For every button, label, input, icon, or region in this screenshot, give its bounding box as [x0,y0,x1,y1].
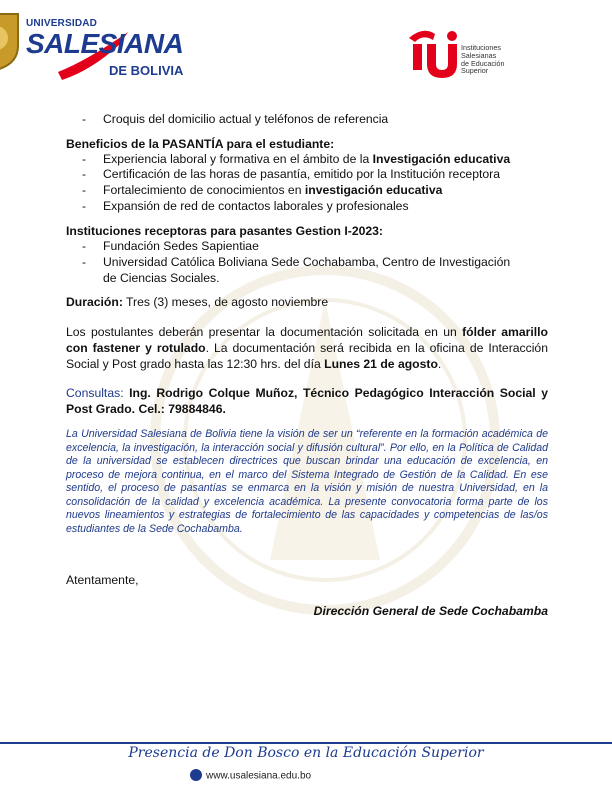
requirement-text: Croquis del domicilio actual y teléfonos de referencia [103,112,389,126]
benefit-text: Certificación de las horas de pasantía, emitido por la Institución receptora [103,167,500,181]
submission-bold: fólder amarillo con fastener y rotulado [66,325,548,355]
benefit-bold: Investigación educativa [372,152,511,166]
benefits-heading: Beneficios de la PASANTÍA para el estudiante: [66,137,335,151]
duration-label: Duración: [66,295,123,309]
footer-motto: Presencia de Don Bosco en la Educación Superior [128,745,484,761]
contact-label: Consultas: [66,386,130,400]
benefit-text: Experiencia laboral y formativa en el ámbito de la [103,152,373,166]
benefit-bold: investigación educativa [304,183,443,197]
benefit-text: Fortalecimiento de conocimientos en [103,183,305,197]
contact-value: Ing. Rodrigo Colque Muñoz, Técnico Pedagógico Interacción Social y Post Grado. Cel.: 79884846. [66,386,548,416]
ius-line1: Instituciones [461,43,501,52]
footer-website[interactable] [190,770,311,782]
usb-logo [0,8,200,88]
duration-value: Tres (3) meses, de agosto noviembre [122,295,329,309]
submission-text: Los postulantes deberán presentar la documentación solicitada en un [66,325,463,339]
benefit-text: Expansión de red de contactos laborales y profesionales [103,199,409,213]
ius-logo [405,26,565,86]
logo-universidad-text: UNIVERSIDAD [26,18,98,29]
duration-line [66,294,548,310]
signature: Dirección General de Sede Cochabamba [313,604,548,618]
ius-mark-icon [405,26,461,80]
website-link[interactable]: www.usalesiana.edu.bo [206,770,312,782]
ius-line3: de Educación [461,58,505,68]
shield-emblem-icon [0,10,22,72]
submission-text: . La documentación será recibida en la oficina de Interacción Social y Post grado hasta las 12:30 hrs. del día [66,341,548,371]
institution-text-line2: de Ciencias Sociales. [103,271,220,285]
closing-text: Atentamente, [66,573,139,587]
submission-text: . [437,357,442,371]
institution-text: Universidad Católica Boliviana Sede Cochabamba, Centro de Investigación [103,255,511,269]
ius-logo-text [461,44,505,75]
institution-text: Fundación Sedes Sapientiae [103,239,259,253]
logo-bolivia-text: DE BOLIVIA [109,63,184,78]
vision-paragraph: La Universidad Salesiana de Bolivia tiene la visión de ser un “referente en la formación académica de excelencia, la investigación, la interacción social y difusión cultural”. Por ello, en la Política de Calidad de la universidad se establecen directrices que buscan brindar una educación de excelencia, en proceso de mejora continua, en el marco del Sistema Integrado de Gestión de la Calidad. En ese sentido, el proceso de pasantías se enmarca en la visión y misión de nuestra Universidad, en la consolidación de la calidad y excelencia académica. La presente convocatoria forma parte de los nuevos lineamientos y estrategias de fortalecimiento de las capacidades y competencias de las/os estudiantes de la Sede Cochabamba. [66,428,548,535]
footer-divider [0,742,612,744]
institutions-heading: Instituciones receptoras para pasantes Gestion I-2023: [66,224,383,238]
contact-paragraph [66,385,548,417]
submission-date: Lunes 21 de agosto [324,357,438,371]
submission-paragraph [66,324,548,372]
ius-line4: Superior [461,66,489,76]
ius-line2: Salesianas [461,50,497,60]
logo-salesiana-text: SALESIANA [26,28,184,59]
globe-icon [190,769,202,781]
